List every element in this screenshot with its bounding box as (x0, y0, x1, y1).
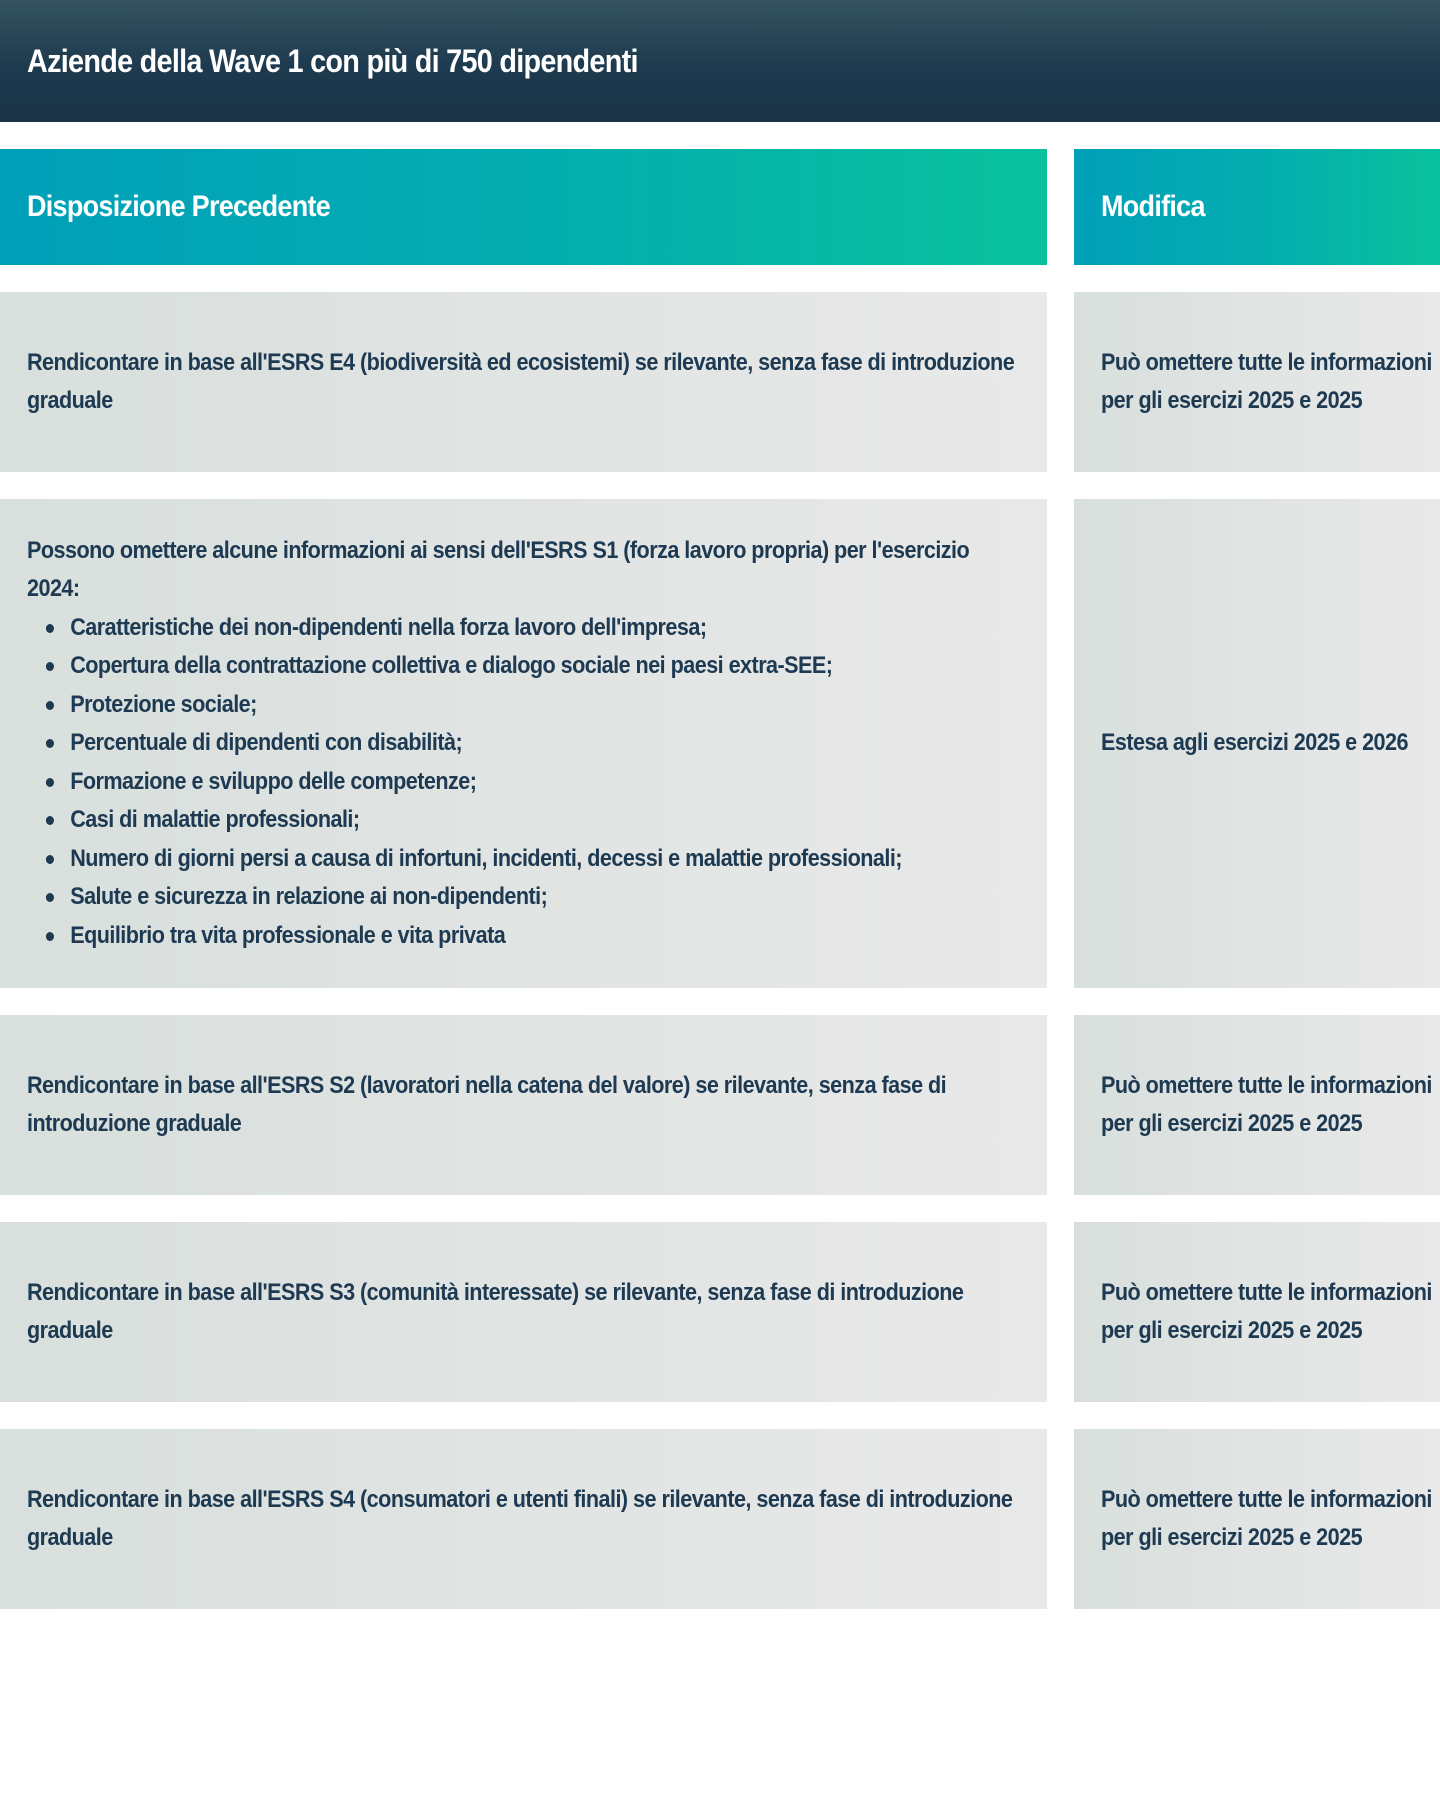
previous-provision-text: Rendicontare in base all'ESRS S2 (lavoratori nella catena del valore) se rilevante, senza fase di introduzione graduale (27, 1071, 947, 1137)
previous-provision-content (27, 532, 1019, 956)
list-item: Casi di malattie professionali; (46, 801, 1019, 840)
table-row (0, 499, 1440, 988)
previous-provision-text: Rendicontare in base all'ESRS S3 (comunità interessate) se rilevante, senza fase di introduzione graduale (27, 1278, 964, 1344)
previous-provision-cell (0, 499, 1047, 988)
change-text: Può omettere tutte le informazioni per gli esercizi 2025 e 2025 (1101, 1485, 1432, 1551)
previous-provision-intro: Possono omettere alcune informazioni ai sensi dell'ESRS S1 (forza lavoro propria) per l'esercizio 2024: (27, 536, 970, 603)
header-cell-previous (0, 149, 1047, 265)
change-cell (1074, 292, 1440, 472)
header-cell-change (1074, 149, 1440, 265)
previous-provision-cell (0, 1429, 1047, 1609)
change-cell (1074, 499, 1440, 988)
previous-provision-cell (0, 1015, 1047, 1195)
previous-provision-cell (0, 292, 1047, 472)
list-item: Equilibrio tra vita professionale e vita privata (46, 917, 1019, 956)
list-item: Formazione e sviluppo delle competenze; (46, 763, 1019, 802)
change-cell (1074, 1429, 1440, 1609)
table-row (0, 1015, 1440, 1195)
table-row (0, 1429, 1440, 1609)
change-cell (1074, 1015, 1440, 1195)
comparison-table (0, 149, 1440, 1636)
list-item: Salute e sicurezza in relazione ai non-dipendenti; (46, 878, 1019, 917)
list-item: Percentuale di dipendenti con disabilità; (46, 724, 1019, 763)
header-label-previous: Disposizione Precedente (27, 190, 331, 223)
list-item: Copertura della contrattazione collettiva e dialogo sociale nei paesi extra-SEE; (46, 647, 1019, 686)
table-row (0, 292, 1440, 472)
page-title: Aziende della Wave 1 con più di 750 dipendenti (27, 42, 638, 79)
table-row (0, 1222, 1440, 1402)
change-text: Può omettere tutte le informazioni per gli esercizi 2025 e 2025 (1101, 1278, 1432, 1344)
change-text: Può omettere tutte le informazioni per gli esercizi 2025 e 2025 (1101, 1071, 1432, 1137)
previous-provision-cell (0, 1222, 1047, 1402)
change-text: Può omettere tutte le informazioni per gli esercizi 2025 e 2025 (1101, 348, 1432, 414)
title-bar (0, 0, 1440, 122)
change-text: Estesa agli esercizi 2025 e 2026 (1101, 729, 1408, 757)
list-item: Protezione sociale; (46, 686, 1019, 725)
previous-provision-text: Rendicontare in base all'ESRS S4 (consumatori e utenti finali) se rilevante, senza fase di introduzione graduale (27, 1485, 1013, 1551)
list-item: Caratteristiche dei non-dipendenti nella forza lavoro dell'impresa; (46, 609, 1019, 648)
change-cell (1074, 1222, 1440, 1402)
table-header-row (0, 149, 1440, 265)
header-label-change: Modifica (1101, 190, 1205, 223)
list-item: Numero di giorni persi a causa di infortuni, incidenti, decessi e malattie professionali; (46, 840, 1019, 879)
omitted-info-list (27, 609, 1019, 956)
previous-provision-text: Rendicontare in base all'ESRS E4 (biodiversità ed ecosistemi) se rilevante, senza fase di introduzione graduale (27, 348, 1015, 414)
